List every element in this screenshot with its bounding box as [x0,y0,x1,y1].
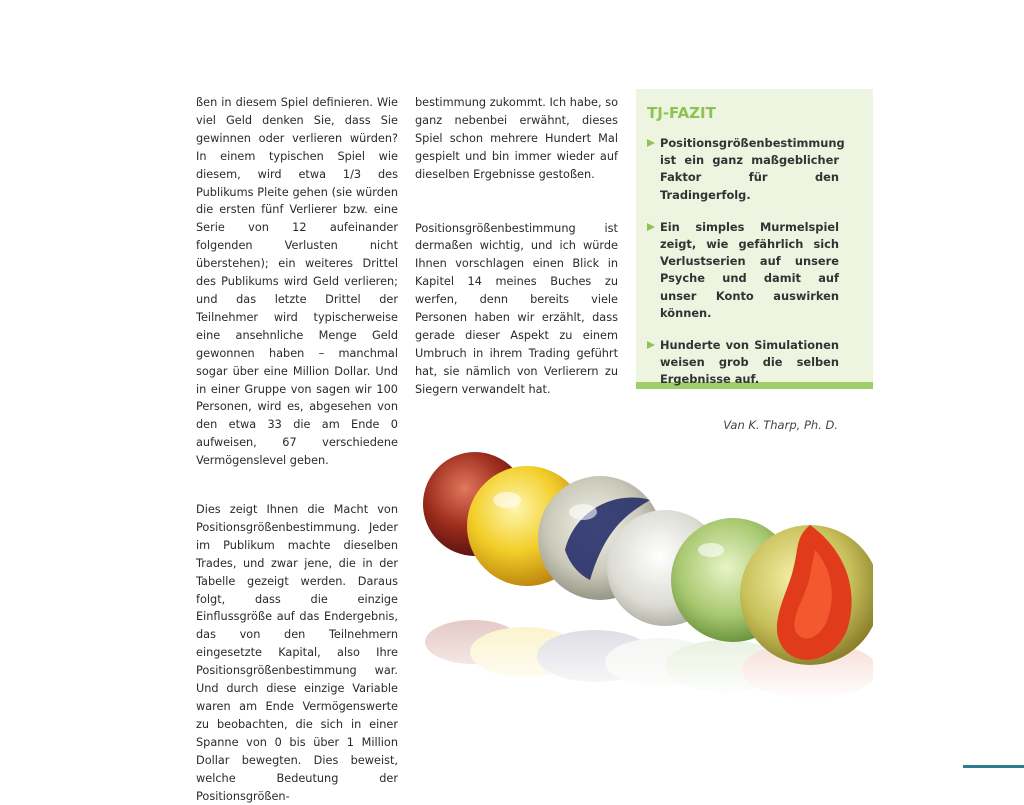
summary-bullet [647,337,839,389]
author-credit: Van K. Tharp, Ph. D. [723,418,838,432]
summary-bullet [647,219,839,322]
summary-bullet-text: Ein simples Murmelspiel zeigt, wie gefährlich sich Verlustserien auf unsere Psyche und damit auf unser Konto auswirken können. [660,219,839,320]
triangle-bullet-icon [647,139,655,147]
summary-bullet-text: Hunderte von Simulationen weisen grob die selben Ergebnisse auf. [660,338,839,387]
article-column-1 [196,94,398,805]
marbles-image [415,430,873,700]
summary-bullet-text: Positionsgrößenbestimmung ist ein ganz maßgeblicher Faktor für den Tradingerfolg. [660,136,845,202]
summary-box [636,89,873,389]
triangle-bullet-icon [647,341,655,349]
article-column-2 [415,94,618,399]
paragraph: bestimmung zukommt. Ich habe, so ganz nebenbei erwähnt, dieses Spiel schon mehrere Hundert Mal gespielt und bin immer wieder auf dieselben Ergebnisse gestoßen. [415,96,618,181]
paragraph: Positionsgrößenbestimmung ist dermaßen wichtig, und ich würde Ihnen vorschlagen einen Blick in Kapitel 14 meines Buches zu werfen, denn bereits viele Personen haben wir erzählt, dass gerade dieser Aspekt zu einem Umbruch in ihrem Trading geführt hat, sie nämlich von Verlierern zu Siegern verwandelt hat. [415,221,618,396]
triangle-bullet-icon [647,223,655,231]
summary-list [647,135,845,389]
summary-box-title: TJ-FAZIT [647,104,716,122]
summary-bullet [647,135,845,204]
paragraph: Dies zeigt Ihnen die Macht von Positionsgrößenbestimmung. Jeder im Publikum machte dieselben Trades, und zwar jene, die in der Tabelle gezeigt werden. Daraus folgt, dass die einzige Einflussgröße auf das Endergebnis, das von den Teilnehmern eingesetzte Kapital, also Ihre Positionsgrößenbestimmung war. Und durch diese einzige Variable waren am Ende Vermögenswerte zu beobachten, die sich in einer Spanne von 0 bis über 1 Million Dollar bewegten. Dies beweist, welche Bedeutung der Positionsgrößen- [196,503,398,803]
paragraph: ßen in diesem Spiel definieren. Wie viel Geld denken Sie, dass Sie gewinnen oder verlieren würden? In einem typischen Spiel wie diesem, wird etwa 1/3 des Publikums Pleite gehen (sie würden die ersten fünf Verlierer bzw. eine Serie von 12 aufeinander folgenden Verlusten nicht überstehen); ein weiteres Drittel des Publikums wird Geld verlieren; und das letzte Drittel der Teilnehmer wird typischerweise eine ansehnliche Menge Geld gewonnen haben – manchmal sogar über eine Million Dollar. Und in einer Gruppe von sagen wir 100 Personen, wird es, abgesehen von den etwa 33 die am Ende 0 aufweisen, 67 verschiedene Vermögenslevel geben. [196,96,398,468]
